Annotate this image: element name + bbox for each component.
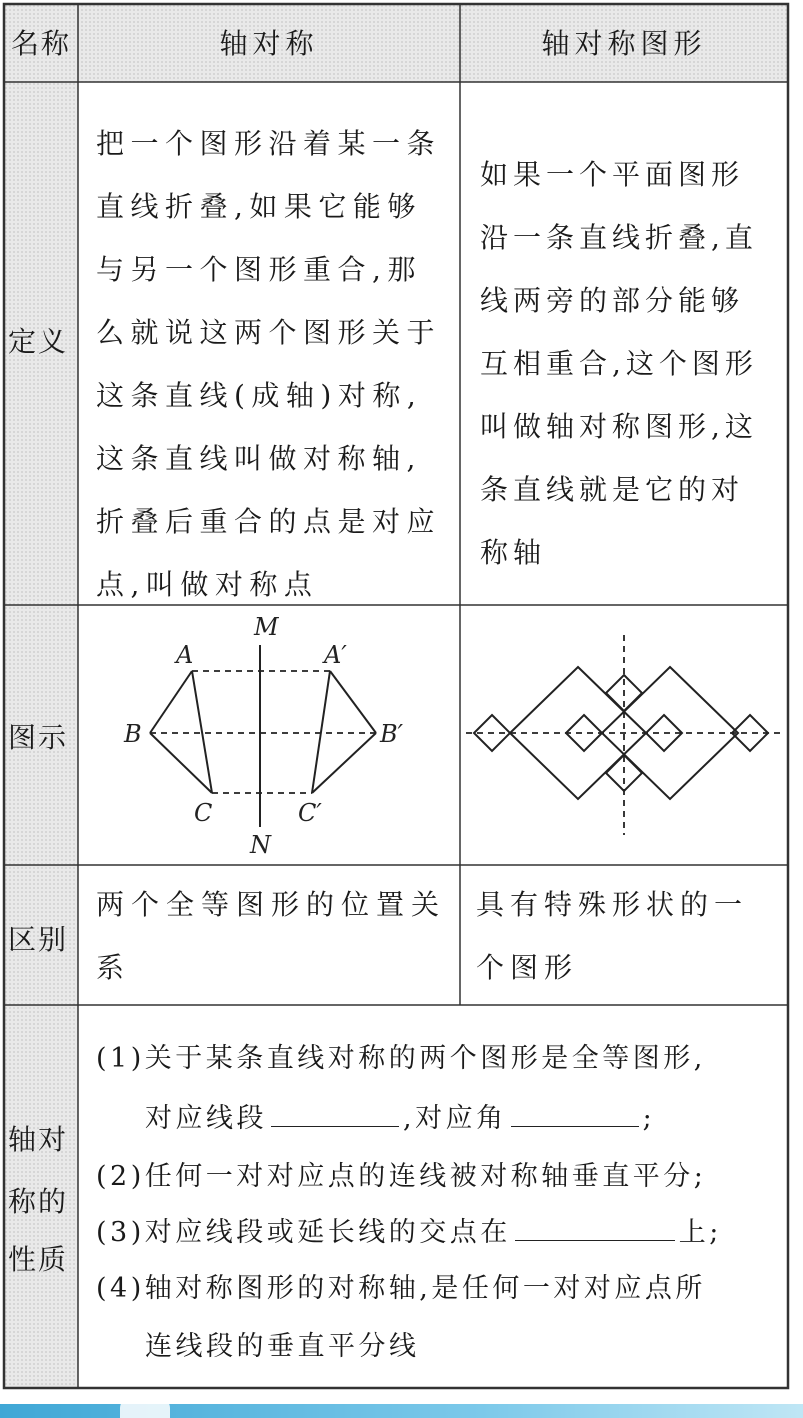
segment-ac (192, 671, 212, 793)
axis-symmetry-diagram (78, 605, 460, 865)
row-label-properties-1: 轴对 (7, 1123, 68, 1156)
small-diamond-inner-left (566, 715, 602, 751)
property-2: (2)任何一对对应点的连线被对称轴垂直平分; (96, 1161, 707, 1192)
definition-axis-text: 把一个图形沿着某一条直线折叠,如果它能够与另一个图形重合,那么就说这两个图形关于这条直线(成轴)对称,这条直线叫做对称轴,折叠后重合的点是对应点,叫做对称点 (96, 127, 442, 601)
blank-segments[interactable] (271, 1125, 399, 1127)
point-label-n: N (250, 831, 271, 859)
property-1-end: ; (642, 1103, 656, 1134)
point-label-b: B (124, 720, 142, 748)
point-label-c: C (194, 799, 213, 827)
row-label-illustration: 图示 (7, 721, 68, 754)
row-label-definition: 定义 (7, 325, 68, 358)
point-label-a: A (176, 641, 194, 669)
point-label-a-prime: A′ (324, 641, 347, 669)
bottom-bar-knob (120, 1398, 170, 1418)
property-4-line-2: 连线段的垂直平分线 (145, 1331, 420, 1362)
point-label-b-prime: B′ (380, 720, 404, 748)
property-1-line-2 (145, 1096, 655, 1135)
segment-a-c-prime (312, 671, 330, 793)
property-4-line-1: (4)轴对称图形的对称轴,是任何一对对应点所 (96, 1273, 706, 1304)
header-axis-symmetric-figure: 轴对称图形 (541, 27, 707, 60)
blank-intersection[interactable] (515, 1239, 675, 1241)
row-label-properties-3: 性质 (7, 1243, 68, 1276)
property-3-end: 上; (678, 1217, 722, 1248)
segment-ab (150, 671, 192, 733)
axis-symmetric-figure-diagram (460, 605, 788, 865)
row-label-difference: 区别 (7, 923, 68, 956)
property-3-text: (3)对应线段或延长线的交点在 (96, 1217, 511, 1248)
point-label-m: M (254, 613, 279, 641)
point-label-c-prime: C′ (298, 799, 322, 827)
difference-figure-text: 具有特殊形状的一个图形 (476, 888, 749, 984)
property-3 (96, 1210, 722, 1249)
header-axis-symmetry: 轴对称 (219, 27, 319, 60)
segment-a-b-prime (330, 671, 376, 733)
difference-axis-text: 两个全等图形的位置关系 (96, 888, 447, 984)
bottom-decorative-bar (0, 1404, 803, 1418)
property-1-line-1: (1)关于某条直线对称的两个图形是全等图形, (96, 1043, 706, 1074)
property-1-corresponding-segments: 对应线段 (145, 1103, 267, 1134)
segment-b-c-prime (312, 733, 376, 793)
definition-figure-text: 如果一个平面图形沿一条直线折叠,直线两旁的部分能够互相重合,这个图形叫做轴对称图形,这条直线就是它的对称轴 (480, 158, 758, 569)
header-name: 名称 (10, 27, 71, 60)
blank-angles[interactable] (511, 1125, 639, 1127)
property-1-corresponding-angles: ,对应角 (403, 1103, 507, 1134)
row-label-properties-2: 称的 (7, 1185, 68, 1218)
